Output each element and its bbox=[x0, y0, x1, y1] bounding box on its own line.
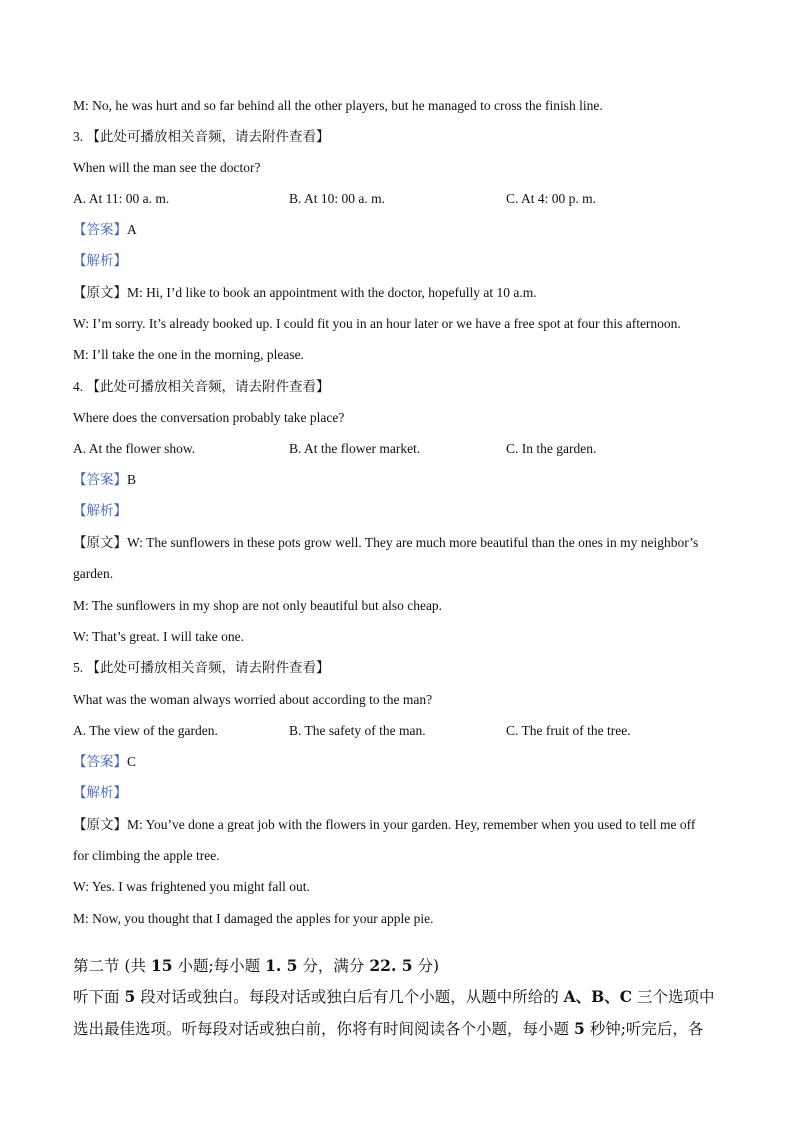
q5-answer-value: C bbox=[127, 754, 137, 769]
q5-options bbox=[73, 722, 723, 740]
q5-audio-note: 5. 【此处可播放相关音频，请去附件查看】 bbox=[73, 660, 330, 675]
prev-transcript-line: M: No, he was hurt and so far behind all the other players, but he managed to cross the finish line. bbox=[73, 98, 603, 113]
q3-transcript-line-3: M: I’ll take the one in the morning, please. bbox=[73, 347, 304, 362]
q3-question: When will the man see the doctor? bbox=[73, 160, 261, 175]
q5-option-c: C. The fruit of the tree. bbox=[506, 723, 631, 738]
q3-options bbox=[73, 190, 723, 208]
answer-tag: 【答案】 bbox=[73, 222, 127, 237]
q3-audio-note: 3. 【此处可播放相关音频，请去附件查看】 bbox=[73, 129, 330, 144]
q3-analysis-tag: 【解析】 bbox=[73, 253, 127, 268]
q3-option-c: C. At 4: 00 p. m. bbox=[506, 191, 597, 206]
section2-instructions-line-2: 选出最佳选项。听每段对话或独白前，你将有时间阅读各个小题，每小题 5 秒钟;听完后，各 bbox=[73, 1018, 704, 1038]
q5-answer bbox=[73, 753, 136, 771]
q5-question: What was the woman always worried about according to the man? bbox=[73, 692, 433, 707]
q4-transcript-line-3: M: The sunflowers in my shop are not only beautiful but also cheap. bbox=[73, 598, 443, 613]
q4-transcript-line-2: garden. bbox=[73, 566, 114, 581]
q4-transcript-line-1: 【原文】W: The sunflowers in these pots grow well. They are much more beautiful than the ones in my neighbor’s bbox=[73, 535, 699, 550]
q5-analysis-tag: 【解析】 bbox=[73, 785, 127, 800]
q4-transcript-line-4: W: That’s great. I will take one. bbox=[73, 629, 244, 644]
q4-question: Where does the conversation probably take place? bbox=[73, 410, 345, 425]
section2-heading: 第二节 (共 15 小题;每小题 1. 5 分，满分 22. 5 分) bbox=[73, 955, 440, 975]
q3-answer-value: A bbox=[127, 222, 137, 237]
answer-tag: 【答案】 bbox=[73, 754, 127, 769]
answer-tag: 【答案】 bbox=[73, 472, 127, 487]
section2-instructions-line-1: 听下面 5 段对话或独白。每段对话或独白后有几个小题，从题中所给的 A、B、C 三个选项中 bbox=[73, 986, 715, 1006]
q3-option-b: B. At 10: 00 a. m. bbox=[289, 191, 386, 206]
q4-option-a: A. At the flower show. bbox=[73, 441, 196, 456]
q4-option-c: C. In the garden. bbox=[506, 441, 597, 456]
q5-transcript-line-3: W: Yes. I was frightened you might fall out. bbox=[73, 879, 310, 894]
q5-transcript-line-2: for climbing the apple tree. bbox=[73, 848, 220, 863]
q5-transcript-line-1: 【原文】M: You’ve done a great job with the flowers in your garden. Hey, remember when you used to tell me off bbox=[73, 817, 696, 832]
q4-options bbox=[73, 440, 723, 458]
q5-transcript-line-4: M: Now, you thought that I damaged the apples for your apple pie. bbox=[73, 911, 434, 926]
original-tag: 【原文】 bbox=[73, 817, 127, 832]
q3-option-a: A. At 11: 00 a. m. bbox=[73, 191, 170, 206]
q4-option-b: B. At the flower market. bbox=[289, 441, 421, 456]
q5-option-a: A. The view of the garden. bbox=[73, 723, 218, 738]
q3-transcript-line-2: W: I’m sorry. It’s already booked up. I could fit you in an hour later or we have a free spot at four this afternoon. bbox=[73, 316, 681, 331]
q5-option-b: B. The safety of the man. bbox=[289, 723, 426, 738]
original-tag: 【原文】 bbox=[73, 535, 127, 550]
q4-answer bbox=[73, 471, 136, 489]
original-tag: 【原文】 bbox=[73, 285, 127, 300]
q3-answer bbox=[73, 221, 137, 239]
q4-audio-note: 4. 【此处可播放相关音频，请去附件查看】 bbox=[73, 379, 330, 394]
q4-answer-value: B bbox=[127, 472, 137, 487]
q3-transcript-line-1: 【原文】M: Hi, I’d like to book an appointment with the doctor, hopefully at 10 a.m. bbox=[73, 285, 537, 300]
q4-analysis-tag: 【解析】 bbox=[73, 503, 127, 518]
